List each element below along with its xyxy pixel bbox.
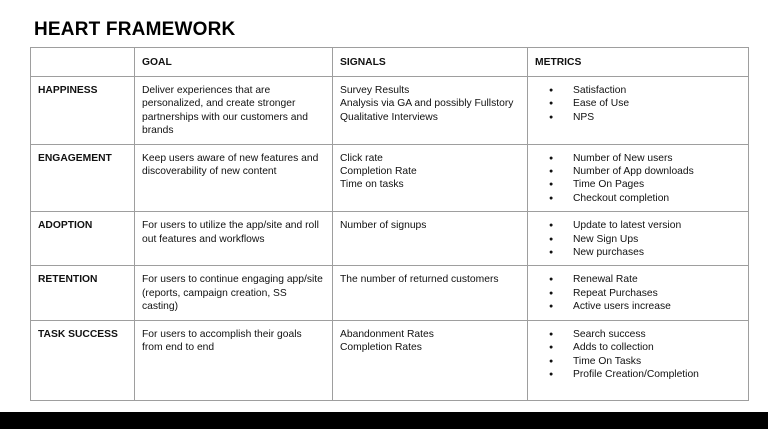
row-label: ENGAGEMENT — [31, 144, 135, 212]
goal-cell — [135, 144, 333, 212]
header-cell-metrics: METRICS — [528, 48, 749, 77]
signal-item: Analysis via GA and possibly Fullstory — [340, 98, 514, 110]
metric-item: ● New Sign Ups — [535, 233, 741, 246]
row-label: HAPPINESS — [31, 77, 135, 145]
goal-text: Keep users aware of new features and discoverability of new content — [142, 152, 319, 178]
signal-item: Abandonment Rates — [340, 328, 434, 340]
metrics-list — [535, 328, 741, 382]
signals-cell — [333, 212, 528, 266]
signal-item: Qualitative Interviews — [340, 111, 438, 123]
metric-item: ● Time On Pages — [535, 178, 741, 191]
metrics-list — [535, 273, 741, 313]
metrics-cell — [528, 266, 749, 320]
metric-item: ● Search success — [535, 328, 741, 341]
metric-item: ● NPS — [535, 111, 741, 124]
row-label: ADOPTION — [31, 212, 135, 266]
signal-item: Click rate — [340, 152, 383, 164]
bottom-bar — [0, 412, 768, 429]
metric-item: ● Checkout completion — [535, 192, 741, 205]
metric-item: ● Number of App downloads — [535, 165, 741, 178]
goal-text: For users to continue engaging app/site (reports, campaign creation, SS casting) — [142, 274, 323, 313]
row-label: TASK SUCCESS — [31, 320, 135, 400]
metrics-cell — [528, 212, 749, 266]
metric-item: ● Time On Tasks — [535, 355, 741, 368]
goal-cell — [135, 77, 333, 145]
table-row-task-success — [31, 320, 749, 400]
metrics-cell — [528, 144, 749, 212]
goal-text: Deliver experiences that are personalized, and create stronger partnerships with our customers and brands — [142, 85, 308, 137]
signals-cell — [333, 144, 528, 212]
metrics-list — [535, 84, 741, 124]
signal-item: Survey Results — [340, 85, 410, 96]
metric-item: ● Repeat Purchases — [535, 287, 741, 300]
table-row-happiness — [31, 77, 749, 145]
signals-cell — [333, 266, 528, 320]
metric-item: ● Profile Creation/Completion — [535, 368, 741, 381]
metric-item: ● Renewal Rate — [535, 273, 741, 286]
metrics-cell — [528, 77, 749, 145]
signal-item: Completion Rate — [340, 166, 417, 178]
signal-item: Number of signups — [340, 220, 427, 232]
metrics-cell — [528, 320, 749, 400]
heart-framework-table — [30, 47, 749, 401]
metric-item: ● Number of New users — [535, 152, 741, 165]
header-cell-goal: GOAL — [135, 48, 333, 77]
signal-item: Time on tasks — [340, 179, 404, 191]
header-cell-empty — [31, 48, 135, 77]
goal-cell — [135, 320, 333, 400]
metric-item: ● Update to latest version — [535, 219, 741, 232]
metric-item: ● Active users increase — [535, 300, 741, 313]
metric-item: ● Ease of Use — [535, 97, 741, 110]
table-row-retention — [31, 266, 749, 320]
goal-text: For users to accomplish their goals from end to end — [142, 328, 302, 354]
signal-item: Completion Rates — [340, 342, 422, 354]
row-label: RETENTION — [31, 266, 135, 320]
table-row-adoption — [31, 212, 749, 266]
signals-cell — [333, 320, 528, 400]
metrics-list — [535, 152, 741, 206]
metric-item: ● Satisfaction — [535, 84, 741, 97]
goal-cell — [135, 266, 333, 320]
signals-cell — [333, 77, 528, 145]
table-row-engagement — [31, 144, 749, 212]
goal-cell — [135, 212, 333, 266]
page-title: HEART FRAMEWORK — [34, 19, 236, 40]
header-cell-signals: SIGNALS — [333, 48, 528, 77]
signal-item: The number of returned customers — [340, 274, 499, 286]
metric-item: ● New purchases — [535, 246, 741, 259]
metrics-list — [535, 219, 741, 259]
goal-text: For users to utilize the app/site and roll out features and workflows — [142, 220, 319, 245]
table-header-row — [31, 48, 749, 77]
metric-item: ● Adds to collection — [535, 341, 741, 354]
